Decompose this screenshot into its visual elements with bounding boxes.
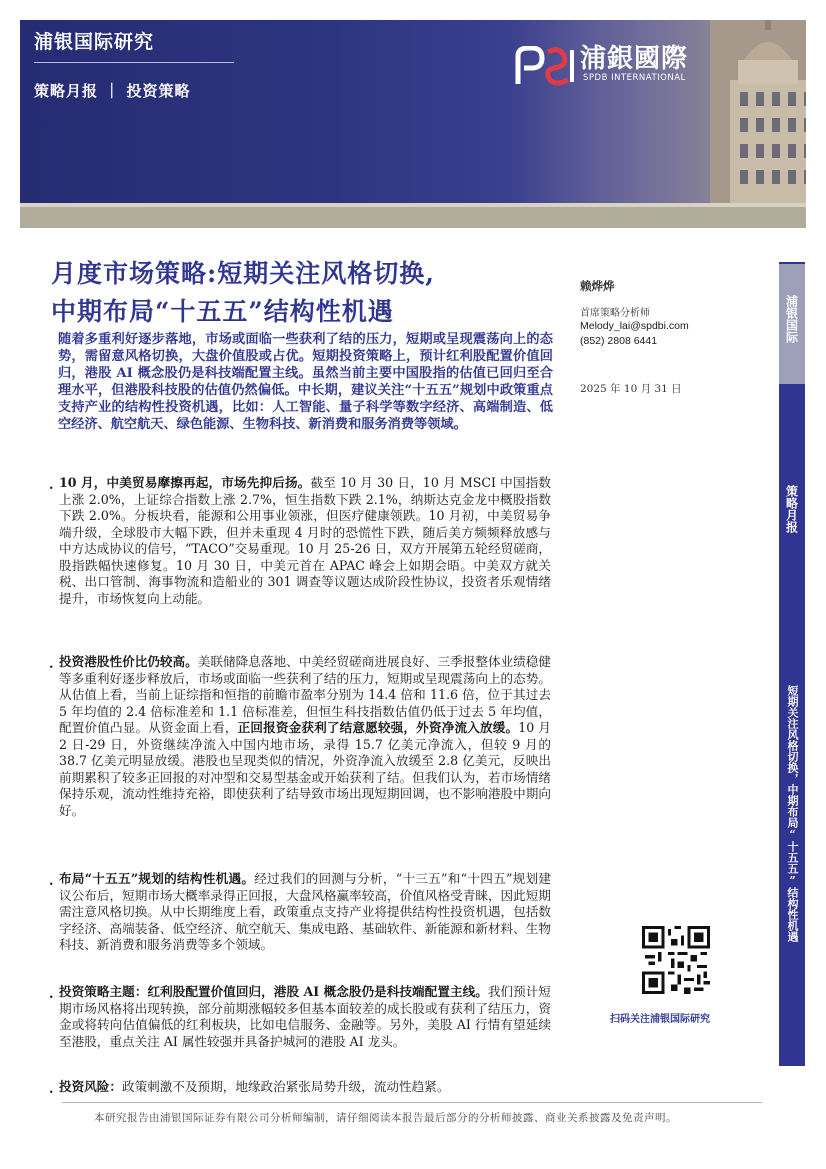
analyst-name: 赖烨烨 xyxy=(580,279,615,293)
bullet-heading-inline: 正回报资金获利了结意愿较强，外资净流入放缓。 xyxy=(237,720,519,735)
logo-english: SPDB INTERNATIONAL xyxy=(583,73,686,83)
summary-paragraph: 随着多重利好逐步落地，市场或面临一些获利了结的压力，短期或呈现震荡向上的态势，需留意风格切换，大盘价值股或占优。短期投资策略上，预计红利股配置价值回归，港股 AI 概念股仍是科技端配置主线。虽然当前主要中国股指的估值已回归至合理水平，但港股科技股的估值仍然偏低。中长期，建议关注“十五五”规划中政策重点支持产业的结构性投资机遇，比如：人工智能、量子科学等数字经济、高端制造、低空经济、航空航天、绿色能源、生物科技、新消费和服务消费等领域。 xyxy=(58,332,553,432)
bullet-risks xyxy=(51,1079,551,1099)
bullet-body: 经过我们的回测与分析，“十三五”和“十四五”规划建议公布后，短期市场大概率录得正回报，大盘风格赢率较高，价值风格受青睐，因此短期需注意风格切换。从中长期维度上看，政策重点支持产业将提供结构性投资机遇，包括数字经济、高端装备、低空经济、航空航天、集成电路、基础软件、新能源和新材料、生物科技、新消费和服务消费等多个领域。 xyxy=(59,871,551,952)
logo-chinese: 浦銀國際 xyxy=(580,44,689,74)
bullet-body: 美联储降息落地、中美经贸磋商进展良好、三季报整体业绩稳健等多重利好逐步释放后，市场或面临一些获利了结的压力，短期或呈现震荡向上的态势。从估值上看，当前上证综指和恒指的前瞻市盈率分别为 14.4 倍和 11.6 倍，位于其过去 5 年均值的 2.4 倍标准差和 1.1 倍标准差，但恒生科技指数估值仍低于过去 5 年均值，配置价值凸显。从资金面上看， xyxy=(59,654,552,735)
bullet-body: 我们预计短期市场风格将出现转换，部分前期涨幅较多但基本面较差的成长股或有获利了结压力，资金或将转向估值偏低的红利板块，比如电信服务、金融等。另外，美股 AI 行情有望延续至港股，重点关注 AI 属性较强并具备护城河的港股 AI 龙头。 xyxy=(59,984,551,1049)
bullet-strategy-theme xyxy=(51,984,551,1068)
bullet-hk-valuation xyxy=(51,654,551,860)
sidebar-label-brand: 浦银国际 xyxy=(784,295,799,343)
bullet-list xyxy=(51,475,551,1110)
footer-disclaimer: 本研究报告由浦银国际证券有限公司分析师编制，请仔细阅读本报告最后部分的分析师披露、商业关系披露及免责声明。 xyxy=(94,1112,677,1124)
spdb-logo-icon xyxy=(514,46,576,86)
analyst-email[interactable]: Melody_lai@spdbi.com xyxy=(580,320,689,332)
bullet-heading: 布局“十五五”规划的结构性机遇。 xyxy=(59,871,255,886)
building-image xyxy=(710,20,806,210)
qr-code-icon[interactable] xyxy=(642,926,710,994)
bullet-dot-icon: . xyxy=(49,477,54,492)
bullet-body: 政策刺激不及预期，地缘政治紧张局势升级，流动性趋紧。 xyxy=(121,1079,450,1094)
bullet-heading: 投资风险： xyxy=(59,1079,122,1094)
bullet-market-review xyxy=(51,475,551,643)
bullet-dot-icon: . xyxy=(49,873,54,888)
report-title xyxy=(51,255,556,331)
sidebar-label-title: 短期关注风格切换，中期布局“十五五”结构性机遇 xyxy=(786,685,799,942)
report-type: 策略月报 ｜ 投资策略 xyxy=(34,82,191,100)
analyst-phone: (852) 2808 6441 xyxy=(580,335,658,347)
bullet-heading: 投资港股性价比仍较高。 xyxy=(59,654,198,669)
report-date: 2025 年 10 月 31 日 xyxy=(580,383,682,395)
bullet-dot-icon: . xyxy=(49,656,54,671)
analyst-role: 首席策略分析师 xyxy=(580,308,650,319)
brand-divider xyxy=(34,62,234,63)
header-band xyxy=(20,207,806,228)
brand-title: 浦银国际研究 xyxy=(34,31,155,53)
bullet-dot-icon: . xyxy=(49,986,54,1001)
bullet-dot-icon: . xyxy=(49,1081,54,1096)
footer-divider xyxy=(62,1102,762,1103)
bullet-heading: 投资策略主题：红利股配置价值回归，港股 AI 概念股仍是科技端配置主线。 xyxy=(59,984,488,999)
title-line-2: 中期布局“十五五”结构性机遇 xyxy=(51,297,394,326)
bullet-heading: 10 月，中美贸易摩擦再起，市场先抑后扬。 xyxy=(59,475,311,490)
bullet-15th-plan xyxy=(51,871,551,973)
bullet-body-continued: 10 月 2 日-29 日，外资继续净流入中国内地市场，录得 15.7 亿美元净流入，但较 9 月的 38.7 亿美元明显放缓。港股也呈现类似的情况，外资净流入放缓至 2.8 亿美元，反映出前期累积了较多正回报的对冲型和交易型基金或开始获利了结。但我们认为，若市场情绪保持乐观，流动性维持充裕，即使获利了结导致市场出现短期回调，也不影响港股中期向好。 xyxy=(59,720,552,818)
sidebar-label-type: 策略月报 xyxy=(784,485,799,533)
title-line-1: 月度市场策略:短期关注风格切换, xyxy=(51,259,435,288)
qr-caption: 扫码关注浦银国际研究 xyxy=(610,1014,710,1025)
bullet-body: 截至 10 月 30 日，10 月 MSCI 中国指数上涨 2.0%，上证综合指数上涨 2.7%，恒生指数下跌 2.1%，纳斯达克金龙中概股指数下跌 2.0%。分板块看，能源和公用事业领涨，但医疗健康领跌。10 月初，中美贸易争端升级，全球股市大幅下跌，但并未重现 4 月时的恐慌性下跌，随后美方频频释放感与中方达成协议的信号，“TACO”交易重现。10 月 25-26 日，双方开展第五轮经贸磋商，股指跌幅快速修复。10 月 30 日，中美元首在 APAC 峰会上如期会晤。中美双方就关税、出口管制、海事物流和造船业的 301 调查等议题达成阶段性协议，投资者乐观情绪提升，市场恢复向上动能。 xyxy=(59,475,551,606)
